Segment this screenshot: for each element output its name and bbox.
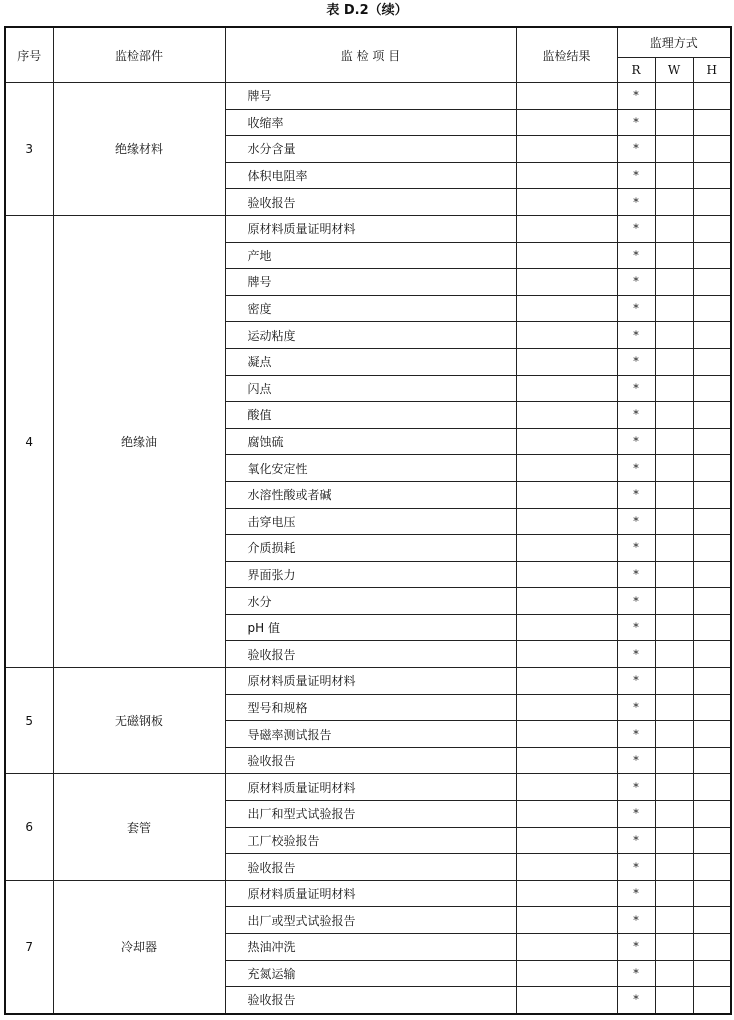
method-w-cell	[655, 189, 693, 216]
method-w-cell	[655, 721, 693, 748]
method-r-cell: *	[617, 322, 655, 349]
method-w-cell	[655, 561, 693, 588]
method-h-cell	[693, 960, 731, 987]
method-h-cell	[693, 455, 731, 482]
table-body	[5, 83, 731, 1014]
method-r-cell: *	[617, 934, 655, 961]
result-cell	[516, 535, 617, 562]
header-seq: 序号	[5, 27, 53, 83]
method-r-cell: *	[617, 801, 655, 828]
group-part: 套管	[53, 774, 225, 880]
method-h-cell	[693, 747, 731, 774]
header-method: 监理方式	[617, 27, 731, 58]
result-cell	[516, 322, 617, 349]
method-h-cell	[693, 322, 731, 349]
method-w-cell	[655, 614, 693, 641]
result-cell	[516, 880, 617, 907]
inspection-item: 凝点	[225, 348, 516, 375]
method-h-cell	[693, 668, 731, 695]
method-h-cell	[693, 588, 731, 615]
method-h-cell	[693, 162, 731, 189]
method-r-cell: *	[617, 215, 655, 242]
inspection-item: 界面张力	[225, 561, 516, 588]
result-cell	[516, 295, 617, 322]
header-w: W	[655, 58, 693, 83]
result-cell	[516, 109, 617, 136]
inspection-item: 牌号	[225, 83, 516, 110]
table-row	[5, 668, 731, 695]
inspection-item: 收缩率	[225, 109, 516, 136]
method-h-cell	[693, 136, 731, 163]
method-r-cell: *	[617, 880, 655, 907]
result-cell	[516, 83, 617, 110]
method-w-cell	[655, 774, 693, 801]
method-h-cell	[693, 614, 731, 641]
method-h-cell	[693, 774, 731, 801]
method-h-cell	[693, 907, 731, 934]
result-cell	[516, 269, 617, 296]
method-w-cell	[655, 109, 693, 136]
method-h-cell	[693, 215, 731, 242]
method-h-cell	[693, 189, 731, 216]
method-w-cell	[655, 242, 693, 269]
inspection-item: 介质损耗	[225, 535, 516, 562]
method-r-cell: *	[617, 242, 655, 269]
method-r-cell: *	[617, 189, 655, 216]
result-cell	[516, 136, 617, 163]
inspection-item: 体积电阻率	[225, 162, 516, 189]
group-part: 绝缘材料	[53, 83, 225, 216]
method-h-cell	[693, 295, 731, 322]
method-w-cell	[655, 428, 693, 455]
method-r-cell: *	[617, 747, 655, 774]
inspection-item: 验收报告	[225, 987, 516, 1014]
inspection-item: 腐蚀硫	[225, 428, 516, 455]
method-r-cell: *	[617, 907, 655, 934]
method-w-cell	[655, 880, 693, 907]
header-h: H	[693, 58, 731, 83]
result-cell	[516, 827, 617, 854]
method-r-cell: *	[617, 109, 655, 136]
group-seq: 7	[5, 880, 53, 1013]
inspection-item: 击穿电压	[225, 508, 516, 535]
method-h-cell	[693, 109, 731, 136]
inspection-item: 密度	[225, 295, 516, 322]
method-r-cell: *	[617, 694, 655, 721]
method-r-cell: *	[617, 455, 655, 482]
result-cell	[516, 428, 617, 455]
method-w-cell	[655, 455, 693, 482]
method-w-cell	[655, 747, 693, 774]
method-h-cell	[693, 641, 731, 668]
inspection-item: 验收报告	[225, 641, 516, 668]
inspection-item: 原材料质量证明材料	[225, 668, 516, 695]
result-cell	[516, 854, 617, 881]
result-cell	[516, 721, 617, 748]
method-r-cell: *	[617, 561, 655, 588]
method-r-cell: *	[617, 269, 655, 296]
inspection-item: 工厂校验报告	[225, 827, 516, 854]
inspection-item: 运动粘度	[225, 322, 516, 349]
method-h-cell	[693, 269, 731, 296]
method-r-cell: *	[617, 987, 655, 1014]
result-cell	[516, 455, 617, 482]
method-w-cell	[655, 402, 693, 429]
method-h-cell	[693, 721, 731, 748]
inspection-item: 热油冲洗	[225, 934, 516, 961]
method-w-cell	[655, 375, 693, 402]
method-w-cell	[655, 215, 693, 242]
method-r-cell: *	[617, 827, 655, 854]
method-h-cell	[693, 508, 731, 535]
result-cell	[516, 242, 617, 269]
method-r-cell: *	[617, 535, 655, 562]
inspection-item: 原材料质量证明材料	[225, 215, 516, 242]
method-r-cell: *	[617, 295, 655, 322]
result-cell	[516, 402, 617, 429]
method-w-cell	[655, 987, 693, 1014]
method-w-cell	[655, 641, 693, 668]
method-h-cell	[693, 428, 731, 455]
method-h-cell	[693, 880, 731, 907]
method-r-cell: *	[617, 162, 655, 189]
group-seq: 6	[5, 774, 53, 880]
method-h-cell	[693, 934, 731, 961]
method-h-cell	[693, 561, 731, 588]
method-w-cell	[655, 295, 693, 322]
inspection-item: 型号和规格	[225, 694, 516, 721]
method-h-cell	[693, 402, 731, 429]
method-r-cell: *	[617, 721, 655, 748]
result-cell	[516, 907, 617, 934]
table-row	[5, 83, 731, 110]
header-item: 监 检 项 目	[225, 27, 516, 83]
inspection-item: 原材料质量证明材料	[225, 880, 516, 907]
inspection-item: 导磁率测试报告	[225, 721, 516, 748]
inspection-item: 产地	[225, 242, 516, 269]
method-r-cell: *	[617, 641, 655, 668]
inspection-item: 出厂和型式试验报告	[225, 801, 516, 828]
method-w-cell	[655, 907, 693, 934]
method-w-cell	[655, 535, 693, 562]
group-seq: 3	[5, 83, 53, 216]
table-title: 表 D.2（续）	[326, 3, 408, 18]
result-cell	[516, 614, 617, 641]
result-cell	[516, 801, 617, 828]
method-r-cell: *	[617, 402, 655, 429]
method-h-cell	[693, 854, 731, 881]
method-w-cell	[655, 934, 693, 961]
method-w-cell	[655, 481, 693, 508]
method-r-cell: *	[617, 481, 655, 508]
group-seq: 5	[5, 668, 53, 774]
method-w-cell	[655, 827, 693, 854]
inspection-item: 验收报告	[225, 854, 516, 881]
method-h-cell	[693, 481, 731, 508]
result-cell	[516, 561, 617, 588]
inspection-item: 水溶性酸或者碱	[225, 481, 516, 508]
result-cell	[516, 934, 617, 961]
group-part: 冷却器	[53, 880, 225, 1013]
inspection-item: 充氮运输	[225, 960, 516, 987]
method-h-cell	[693, 987, 731, 1014]
group-part: 无磁钢板	[53, 668, 225, 774]
method-h-cell	[693, 83, 731, 110]
group-part: 绝缘油	[53, 215, 225, 667]
method-w-cell	[655, 83, 693, 110]
inspection-table	[4, 26, 732, 1015]
header-part: 监检部件	[53, 27, 225, 83]
method-r-cell: *	[617, 588, 655, 615]
method-w-cell	[655, 348, 693, 375]
inspection-item: pH 值	[225, 614, 516, 641]
method-w-cell	[655, 162, 693, 189]
result-cell	[516, 960, 617, 987]
result-cell	[516, 774, 617, 801]
method-h-cell	[693, 827, 731, 854]
result-cell	[516, 189, 617, 216]
result-cell	[516, 508, 617, 535]
method-r-cell: *	[617, 960, 655, 987]
method-h-cell	[693, 801, 731, 828]
inspection-item: 验收报告	[225, 189, 516, 216]
method-r-cell: *	[617, 668, 655, 695]
result-cell	[516, 481, 617, 508]
result-cell	[516, 162, 617, 189]
table-row	[5, 774, 731, 801]
method-r-cell: *	[617, 614, 655, 641]
method-r-cell: *	[617, 508, 655, 535]
method-w-cell	[655, 960, 693, 987]
header-r: R	[617, 58, 655, 83]
inspection-item: 闪点	[225, 375, 516, 402]
method-h-cell	[693, 348, 731, 375]
method-r-cell: *	[617, 375, 655, 402]
method-w-cell	[655, 136, 693, 163]
group-seq: 4	[5, 215, 53, 667]
inspection-item: 酸值	[225, 402, 516, 429]
inspection-item: 牌号	[225, 269, 516, 296]
method-w-cell	[655, 322, 693, 349]
method-r-cell: *	[617, 774, 655, 801]
result-cell	[516, 348, 617, 375]
method-h-cell	[693, 375, 731, 402]
result-cell	[516, 987, 617, 1014]
result-cell	[516, 588, 617, 615]
method-h-cell	[693, 242, 731, 269]
result-cell	[516, 694, 617, 721]
header-row	[5, 27, 731, 58]
method-h-cell	[693, 694, 731, 721]
method-w-cell	[655, 508, 693, 535]
result-cell	[516, 641, 617, 668]
header-result: 监检结果	[516, 27, 617, 83]
method-w-cell	[655, 269, 693, 296]
result-cell	[516, 668, 617, 695]
result-cell	[516, 747, 617, 774]
method-r-cell: *	[617, 428, 655, 455]
method-w-cell	[655, 668, 693, 695]
inspection-item: 出厂或型式试验报告	[225, 907, 516, 934]
method-r-cell: *	[617, 136, 655, 163]
result-cell	[516, 215, 617, 242]
inspection-item: 水分	[225, 588, 516, 615]
inspection-item: 氧化安定性	[225, 455, 516, 482]
result-cell	[516, 375, 617, 402]
method-w-cell	[655, 854, 693, 881]
method-h-cell	[693, 535, 731, 562]
inspection-item: 验收报告	[225, 747, 516, 774]
inspection-item: 水分含量	[225, 136, 516, 163]
method-w-cell	[655, 588, 693, 615]
inspection-item: 原材料质量证明材料	[225, 774, 516, 801]
table-row	[5, 880, 731, 907]
method-w-cell	[655, 694, 693, 721]
method-w-cell	[655, 801, 693, 828]
method-r-cell: *	[617, 854, 655, 881]
method-r-cell: *	[617, 83, 655, 110]
table-row	[5, 215, 731, 242]
method-r-cell: *	[617, 348, 655, 375]
